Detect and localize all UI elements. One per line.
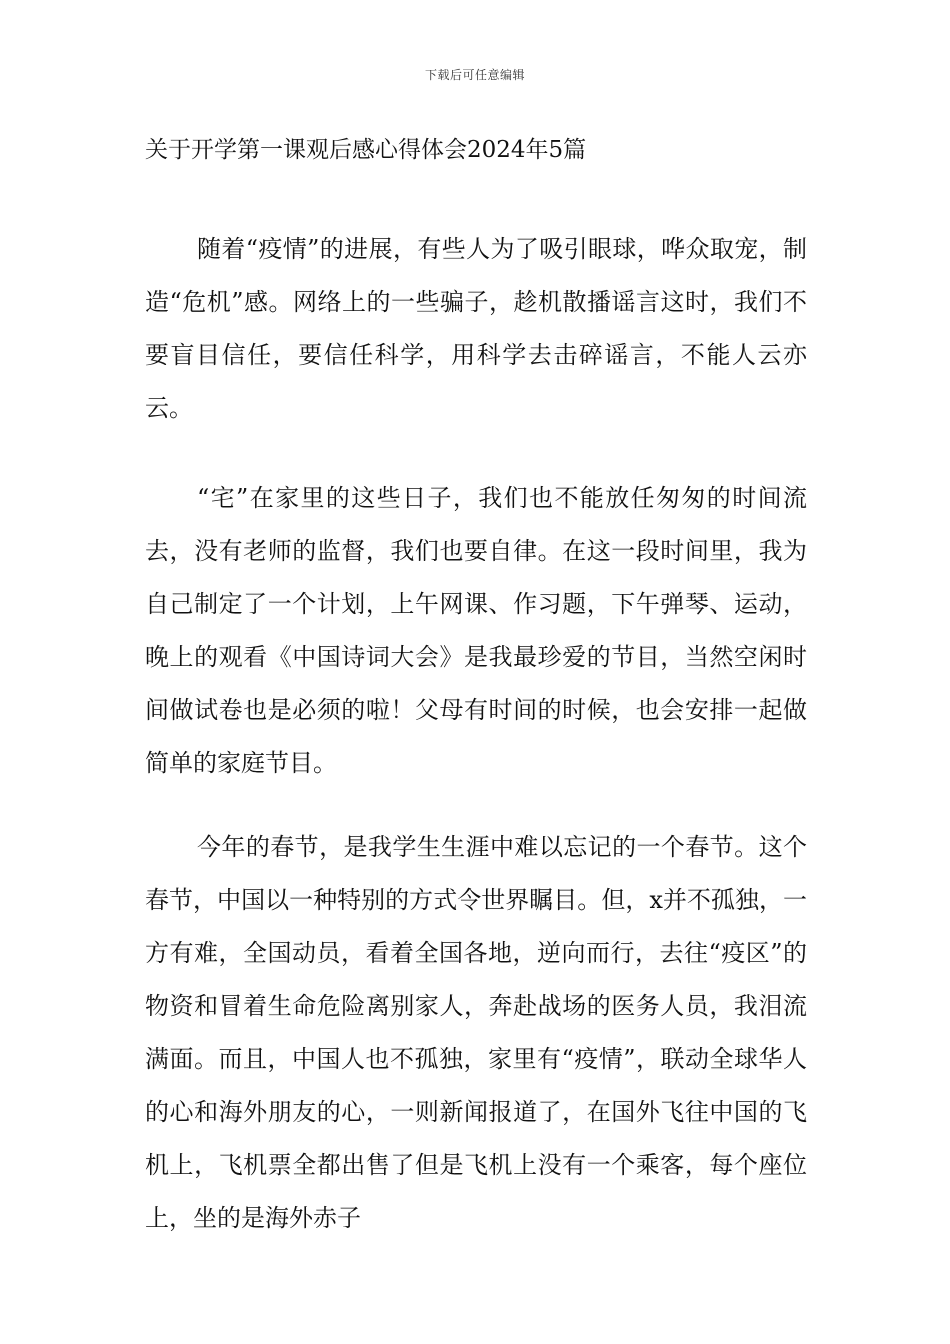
paragraph-2: “宅”在家里的这些日子，我们也不能放任匆匆的时间流去，没有老师的监督，我们也要自律。在这一段时间里，我为自己制定了一个计划，上午网课、作习题，下午弹琴、运动，晚上的观看《中国诗词大会》是我最珍爱的节目，当然空闲时间做试卷也是必须的啦！父母有时间的时候，也会安排一起做简单的家庭节目。 — [145, 484, 807, 777]
paragraph-3: 今年的春节，是我学生生涯中难以忘记的一个春节。这个春节，中国以一种特别的方式令世界瞩目。但，x并不孤独，一方有难，全国动员，看着全国各地，逆向而行，去往“疫区”的物资和冒着生命危险离别家人，奔赴战场的医务人员，我泪流满面。而且，中国人也不孤独，家里有“疫情”，联动全球华人的心和海外朋友的心，一则新闻报道了，在国外飞往中国的飞机上，飞机票全都出售了但是飞机上没有一个乘客，每个座位上，坐的是海外赤子 — [145, 833, 807, 1232]
paragraph-1: 随着“疫情”的进展，有些人为了吸引眼球，哗众取宠，制造“危机”感。网络上的一些骗子，趁机散播谣言这时，我们不要盲目信任，要信任科学，用科学去击碎谣言，不能人云亦云。 — [145, 235, 807, 422]
document-title: 关于开学第一课观后感心得体会2024年5篇 — [145, 137, 587, 163]
header-note: 下载后可任意编辑 — [424, 68, 525, 82]
